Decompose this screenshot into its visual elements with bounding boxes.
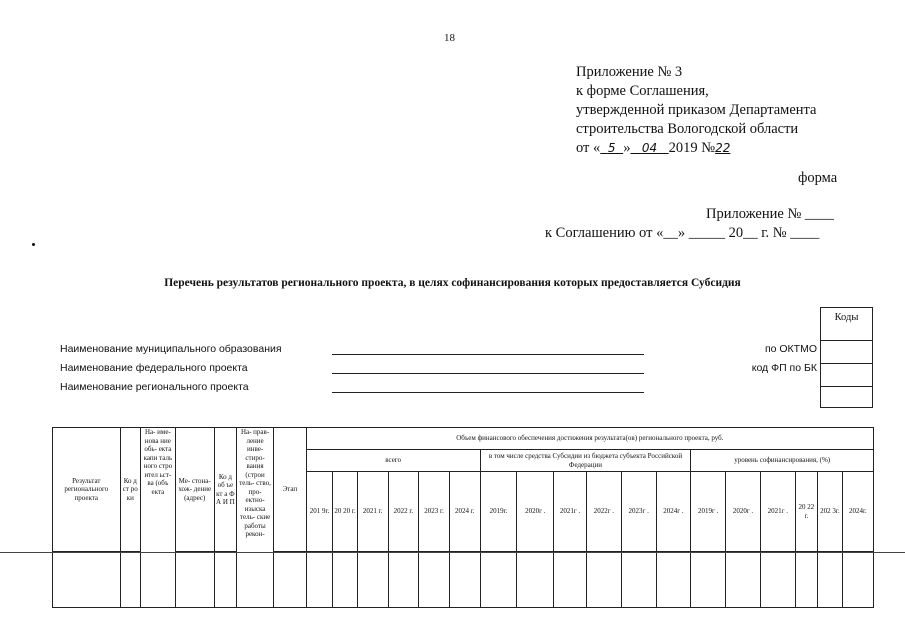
codes-cell-empty bbox=[821, 341, 872, 364]
results-table bbox=[52, 427, 874, 608]
subsidy-subheader: в том числе средства Субсидии из бюджета субъекта Российской Федерации bbox=[480, 450, 691, 472]
year-subsidy-2021: 2021г . bbox=[554, 472, 587, 552]
year-subsidy-2022: 2022г . bbox=[586, 472, 621, 552]
agreement-line: к Соглашению от «__» _____ 20__ г. № ____ bbox=[545, 225, 820, 241]
codes-cell-oktmo[interactable] bbox=[821, 364, 872, 387]
data-cell[interactable] bbox=[517, 552, 554, 608]
year-total-2022: 2022 г. bbox=[388, 472, 419, 552]
year-subsidy-2020: 2020г . bbox=[517, 472, 554, 552]
data-cell[interactable] bbox=[586, 552, 621, 608]
year-level-2019: 2019г . bbox=[691, 472, 726, 552]
scan-cut-line bbox=[0, 552, 905, 553]
year-subsidy-2024: 2024г . bbox=[656, 472, 691, 552]
col-fias-header: Ко д об ъе кт а Ф А И П bbox=[214, 428, 237, 552]
appendix2-line: Приложение № ____ bbox=[706, 206, 834, 222]
financing-group-header: Объем финансового обеспечения достижения результата(ов) регионального проекта, руб. bbox=[306, 428, 873, 450]
appendix-line-3: утвержденной приказом Департамента bbox=[576, 102, 817, 118]
codes-header: Коды bbox=[821, 308, 872, 341]
appendix-line-2: к форме Соглашения, bbox=[576, 83, 709, 99]
year-total-2023: 2023 г. bbox=[419, 472, 450, 552]
data-cell[interactable] bbox=[795, 552, 818, 608]
year-subsidy-2023: 2023г . bbox=[621, 472, 656, 552]
fp-code-label: код ФП по БК bbox=[751, 362, 817, 374]
appendix-line-1: Приложение № 3 bbox=[576, 64, 683, 80]
data-cell[interactable] bbox=[419, 552, 450, 608]
year-total-2024: 2024 г. bbox=[449, 472, 480, 552]
federal-project-label: Наименование федерального проекта bbox=[60, 362, 248, 374]
data-cell[interactable] bbox=[691, 552, 726, 608]
municipality-label: Наименование муниципального образования bbox=[60, 343, 282, 355]
data-cell[interactable] bbox=[214, 552, 237, 608]
appendix-line-4: строительства Вологодской области bbox=[576, 121, 799, 137]
col-direction-header: На- прав- ление инве- стиро- вания (строи тель- ство, про- ектно- изыска тель- ские работы рекон- bbox=[237, 428, 274, 608]
data-cell[interactable] bbox=[306, 552, 333, 608]
total-subheader: всего bbox=[306, 450, 480, 472]
date-day: 5 bbox=[607, 141, 616, 155]
data-cell[interactable] bbox=[357, 552, 388, 608]
level-subheader: уровень софинансирования, (%) bbox=[691, 450, 874, 472]
date-month: 04 bbox=[641, 141, 658, 155]
data-cell[interactable] bbox=[621, 552, 656, 608]
stray-dot bbox=[32, 243, 35, 246]
year-level-2020: 2020г . bbox=[726, 472, 761, 552]
year-level-2021: 2021г . bbox=[760, 472, 795, 552]
municipality-input-line[interactable] bbox=[332, 354, 644, 355]
year-level-2023: 202 3г. bbox=[818, 472, 843, 552]
data-cell[interactable] bbox=[449, 552, 480, 608]
data-cell[interactable] bbox=[726, 552, 761, 608]
data-cell[interactable] bbox=[480, 552, 517, 608]
year-total-2021: 2021 г. bbox=[357, 472, 388, 552]
page-number: 18 bbox=[444, 32, 455, 44]
appendix-block bbox=[576, 63, 817, 158]
date-year: 2019 № bbox=[668, 140, 716, 156]
data-cell[interactable] bbox=[554, 552, 587, 608]
regional-project-input-line[interactable] bbox=[332, 392, 644, 393]
col-code-header: Ко д ст ро ки bbox=[120, 428, 140, 552]
col-object-name-header: На- име- нова ние обь- екта капи таль ного стро ител ьст- ва (объ екта bbox=[140, 428, 175, 608]
document-title: Перечень результатов регионального проекта, в целях софинансирования которых предоставляется Субсидия bbox=[164, 277, 741, 289]
col-result-header: Результат регионального проекта bbox=[53, 428, 121, 552]
col-stage-header: Этап bbox=[273, 428, 306, 552]
data-cell[interactable] bbox=[273, 552, 306, 608]
year-total-2019: 201 9г. bbox=[306, 472, 333, 552]
data-cell[interactable] bbox=[656, 552, 691, 608]
data-cell[interactable] bbox=[842, 552, 873, 608]
data-cell[interactable] bbox=[760, 552, 795, 608]
data-cell[interactable] bbox=[388, 552, 419, 608]
year-level-2024: 2024г. bbox=[842, 472, 873, 552]
regional-project-label: Наименование регионального проекта bbox=[60, 381, 249, 393]
oktmo-label: по ОКТМО bbox=[764, 343, 817, 355]
form-label: форма bbox=[798, 170, 838, 186]
date-number: 22 bbox=[715, 141, 731, 155]
federal-project-input-line[interactable] bbox=[332, 373, 644, 374]
appendix-date-line bbox=[576, 139, 817, 158]
codes-cell-fp[interactable] bbox=[821, 387, 872, 409]
data-cell[interactable] bbox=[53, 552, 121, 608]
year-subsidy-2019: 2019г. bbox=[480, 472, 517, 552]
data-cell[interactable] bbox=[120, 552, 140, 608]
data-cell[interactable] bbox=[333, 552, 358, 608]
codes-box bbox=[820, 307, 873, 408]
table-row bbox=[53, 552, 874, 608]
date-prefix: от « bbox=[576, 140, 601, 156]
year-total-2020: 20 20 г. bbox=[333, 472, 358, 552]
data-cell[interactable] bbox=[175, 552, 214, 608]
year-level-2022: 20 22 г. bbox=[795, 472, 818, 552]
data-cell[interactable] bbox=[818, 552, 843, 608]
col-location-header: Ме- стона- хож- дение (адрес) bbox=[175, 428, 214, 552]
date-mid: » bbox=[623, 140, 631, 156]
